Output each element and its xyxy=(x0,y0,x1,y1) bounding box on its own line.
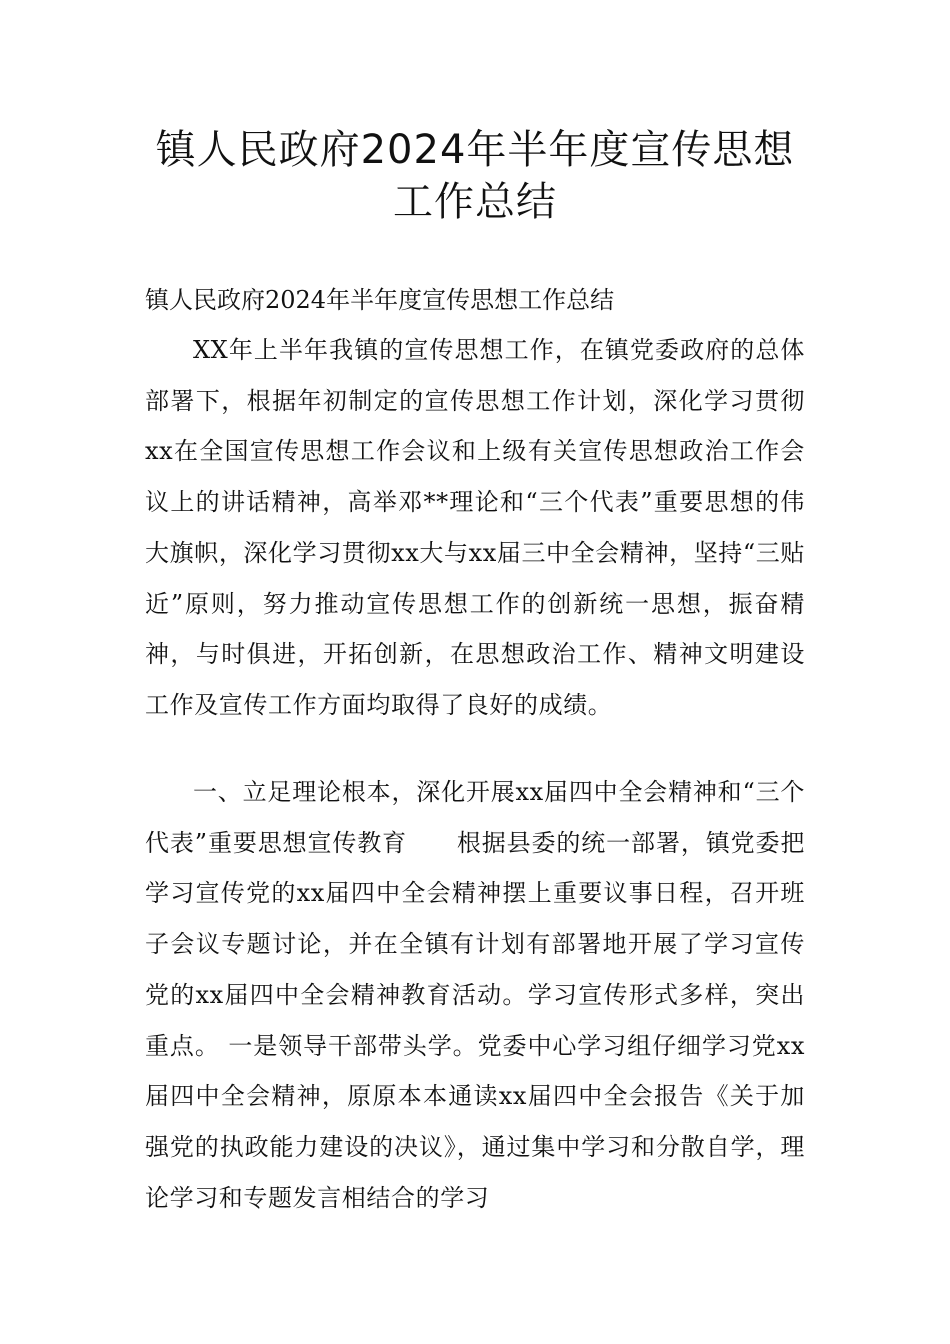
document-subtitle: 镇人民政府2024年半年度宣传思想工作总结 xyxy=(145,286,615,314)
paragraph-section-one: 一、立足理论根本，深化开展xx届四中全会精神和“三个代表”重要思想宣传教育 根据县委的统一部署，镇党委把学习宣传党的xx届四中全会精神摆上重要议事日程，召开班子会议专题讨论，并在全镇有计划有部署地开展了学习宣传党的xx届四中全会精神教育活动。学习宣传形式多样，突出重点。 一是领导干部带头学。党委中心学习组仔细学习党xx届四中全会精神，原原本本通读xx届四中全会报告《关于加强党的执政能力建设的决议》，通过集中学习和分散自学，理论学习和专题发言相结合的学习 xyxy=(145,778,805,1212)
paragraph-intro: XX年上半年我镇的宣传思想工作，在镇党委政府的总体部署下，根据年初制定的宣传思想工作计划，深化学习贯彻xx在全国宣传思想工作会议和上级有关宣传思想政治工作会议上的讲话精神，高举邓**理论和“三个代表”重要思想的伟大旗帜，深化学习贯彻xx大与xx届三中全会精神，坚持“三贴近”原则，努力推动宣传思想工作的创新统一思想，振奋精神，与时俱进，开拓创新，在思想政治工作、精神文明建设工作及宣传工作方面均取得了良好的成绩。 xyxy=(145,336,805,719)
document-title: 镇人民政府2024年半年度宣传思想工作总结 xyxy=(155,127,795,225)
